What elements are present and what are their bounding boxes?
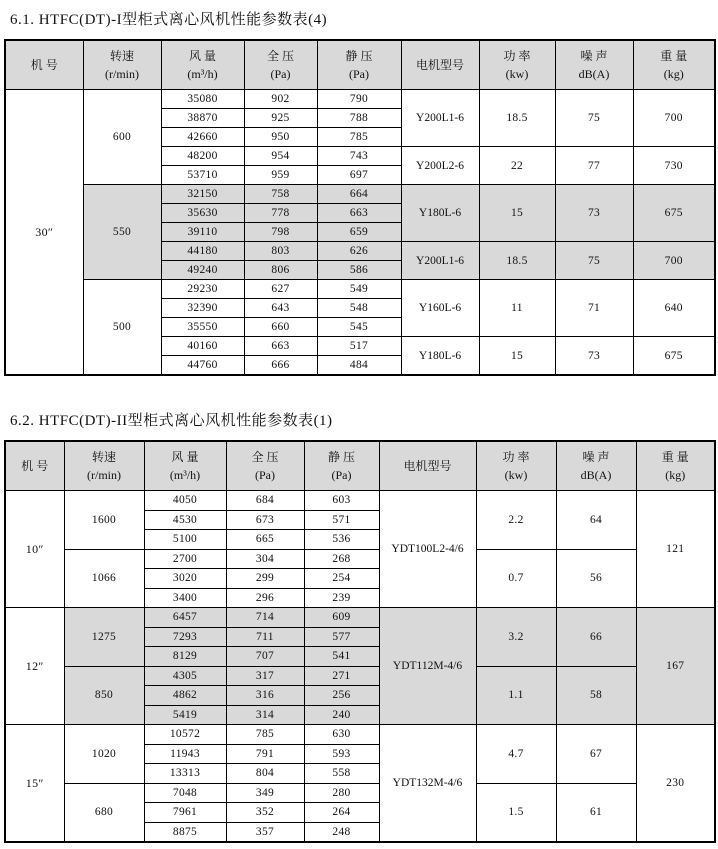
column-header-line2: (kw)	[505, 67, 529, 81]
flow-cell: 7961	[144, 803, 226, 823]
noise-cell: 67	[556, 725, 636, 784]
column-header-line2: (r/min)	[87, 468, 121, 482]
static-pressure-cell: 239	[304, 588, 379, 608]
column-header-line1: 噪 声	[580, 49, 608, 63]
column-header-line2: (kg)	[665, 468, 686, 482]
flow-cell: 53710	[161, 166, 244, 185]
total-pressure-cell: 954	[244, 147, 317, 166]
total-pressure-cell: 304	[226, 549, 304, 569]
total-pressure-cell: 299	[226, 569, 304, 589]
total-pressure-cell: 663	[244, 337, 317, 356]
column-header-line1: 风 量	[171, 450, 199, 464]
weight-cell: 121	[636, 491, 715, 608]
column-header-line1: 全 压	[251, 450, 279, 464]
static-pressure-cell: 256	[304, 686, 379, 706]
noise-cell: 73	[555, 185, 633, 242]
flow-cell: 38870	[161, 109, 244, 128]
flow-cell: 3400	[144, 588, 226, 608]
total-pressure-cell: 673	[226, 510, 304, 530]
static-pressure-cell: 254	[304, 569, 379, 589]
total-pressure-cell: 778	[244, 204, 317, 223]
column-header-line1: 电机型号	[403, 459, 452, 473]
power-cell: 4.7	[476, 725, 556, 784]
weight-cell: 700	[633, 90, 715, 147]
total-pressure-cell: 627	[244, 280, 317, 299]
flow-cell: 32150	[161, 185, 244, 204]
static-pressure-cell: 593	[304, 744, 379, 764]
column-header-line2: (m³/h)	[169, 468, 201, 482]
table1-title: 6.1. HTFC(DT)-I型柜式离心风机性能参数表(4)	[10, 12, 328, 28]
column-header-line1: 转速	[109, 49, 134, 63]
machine-cell: 12″	[5, 608, 64, 725]
static-pressure-cell: 785	[317, 128, 401, 147]
static-pressure-cell: 626	[317, 242, 401, 261]
flow-cell: 44760	[161, 356, 244, 376]
total-pressure-cell: 357	[226, 822, 304, 842]
static-pressure-cell: 577	[304, 627, 379, 647]
motor-cell: Y200L1-6	[401, 90, 479, 147]
motor-cell: Y200L1-6	[401, 242, 479, 280]
flow-cell: 6457	[144, 608, 226, 628]
total-pressure-cell: 317	[226, 666, 304, 686]
power-cell: 0.7	[476, 549, 556, 608]
motor-cell: Y180L-6	[401, 337, 479, 376]
speed-cell: 1066	[64, 549, 144, 608]
power-cell: 1.1	[476, 666, 556, 725]
table2-title: 6.2. HTFC(DT)-II型柜式离心风机性能参数表(1)	[10, 413, 333, 429]
total-pressure-cell: 785	[226, 725, 304, 745]
machine-cell: 30″	[5, 90, 83, 376]
table-row	[5, 185, 715, 204]
total-pressure-cell: 316	[226, 686, 304, 706]
speed-cell: 500	[83, 280, 161, 376]
speed-cell: 850	[64, 666, 144, 725]
column-header	[161, 40, 244, 90]
static-pressure-cell: 549	[317, 280, 401, 299]
speed-cell: 1020	[64, 725, 144, 784]
column-header	[479, 40, 555, 90]
column-header-line2: (Pa)	[331, 468, 352, 482]
noise-cell: 64	[556, 491, 636, 550]
static-pressure-cell: 545	[317, 318, 401, 337]
weight-cell: 730	[633, 147, 715, 185]
weight-cell: 167	[636, 608, 715, 725]
power-cell: 15	[479, 185, 555, 242]
static-pressure-cell: 280	[304, 783, 379, 803]
weight-cell: 230	[636, 725, 715, 843]
total-pressure-cell: 791	[226, 744, 304, 764]
total-pressure-cell: 666	[244, 356, 317, 376]
static-pressure-cell: 664	[317, 185, 401, 204]
table-row	[5, 491, 715, 511]
static-pressure-cell: 558	[304, 764, 379, 784]
flow-cell: 8129	[144, 647, 226, 667]
table-row	[5, 666, 715, 686]
flow-cell: 40160	[161, 337, 244, 356]
column-header-line1: 机 号	[21, 459, 49, 473]
flow-cell: 42660	[161, 128, 244, 147]
static-pressure-cell: 630	[304, 725, 379, 745]
column-header-line1: 电机型号	[415, 58, 464, 72]
column-header-line1: 风 量	[188, 49, 216, 63]
column-header-line2: (Pa)	[349, 67, 369, 81]
flow-cell: 48200	[161, 147, 244, 166]
speed-cell: 1275	[64, 608, 144, 667]
column-header	[401, 40, 479, 90]
total-pressure-cell: 804	[226, 764, 304, 784]
column-header	[83, 40, 161, 90]
power-cell: 15	[479, 337, 555, 376]
speed-cell: 1600	[64, 491, 144, 550]
column-header-line1: 静 压	[327, 450, 355, 464]
total-pressure-cell: 711	[226, 627, 304, 647]
flow-cell: 2700	[144, 549, 226, 569]
motor-cell: YDT100L2-4/6	[379, 491, 476, 608]
column-header-line1: 噪 声	[582, 450, 610, 464]
static-pressure-cell: 264	[304, 803, 379, 823]
motor-cell: YDT112M-4/6	[379, 608, 476, 725]
total-pressure-cell: 684	[226, 491, 304, 511]
total-pressure-cell: 758	[244, 185, 317, 204]
header-row	[5, 40, 715, 90]
table2-performance	[4, 440, 716, 843]
column-header	[317, 40, 401, 90]
table1-header	[5, 40, 715, 90]
total-pressure-cell: 665	[226, 530, 304, 550]
table-row	[5, 90, 715, 109]
table-row	[5, 725, 715, 745]
column-header-line2: (Pa)	[255, 468, 275, 482]
flow-cell: 5100	[144, 530, 226, 550]
total-pressure-cell: 803	[244, 242, 317, 261]
column-header-line1: 功 率	[502, 450, 530, 464]
flow-cell: 10572	[144, 725, 226, 745]
column-header-line1: 机 号	[30, 58, 58, 72]
power-cell: 11	[479, 280, 555, 337]
total-pressure-cell: 660	[244, 318, 317, 337]
weight-cell: 675	[633, 185, 715, 242]
total-pressure-cell: 314	[226, 705, 304, 725]
column-header	[633, 40, 715, 90]
flow-cell: 29230	[161, 280, 244, 299]
static-pressure-cell: 790	[317, 90, 401, 109]
power-cell: 3.2	[476, 608, 556, 667]
column-header	[636, 441, 715, 491]
weight-cell: 640	[633, 280, 715, 337]
table-row	[5, 549, 715, 569]
total-pressure-cell: 950	[244, 128, 317, 147]
column-header-line1: 转速	[91, 450, 116, 464]
column-header-line2: dB(A)	[578, 67, 610, 81]
column-header	[555, 40, 633, 90]
noise-cell: 58	[556, 666, 636, 725]
column-header	[5, 40, 83, 90]
total-pressure-cell: 959	[244, 166, 317, 185]
noise-cell: 66	[556, 608, 636, 667]
column-header-line2: (kg)	[663, 67, 684, 81]
column-header	[556, 441, 636, 491]
flow-cell: 35080	[161, 90, 244, 109]
static-pressure-cell: 743	[317, 147, 401, 166]
total-pressure-cell: 296	[226, 588, 304, 608]
column-header	[244, 40, 317, 90]
column-header	[476, 441, 556, 491]
column-header-line2: (kw)	[504, 468, 528, 482]
flow-cell: 4050	[144, 491, 226, 511]
noise-cell: 56	[556, 549, 636, 608]
power-cell: 2.2	[476, 491, 556, 550]
static-pressure-cell: 609	[304, 608, 379, 628]
flow-cell: 3020	[144, 569, 226, 589]
table2-header	[5, 441, 715, 491]
flow-cell: 7293	[144, 627, 226, 647]
flow-cell: 44180	[161, 242, 244, 261]
static-pressure-cell: 586	[317, 261, 401, 280]
static-pressure-cell: 271	[304, 666, 379, 686]
power-cell: 18.5	[479, 242, 555, 280]
flow-cell: 4305	[144, 666, 226, 686]
noise-cell: 75	[555, 90, 633, 147]
static-pressure-cell: 536	[304, 530, 379, 550]
total-pressure-cell: 643	[244, 299, 317, 318]
flow-cell: 35630	[161, 204, 244, 223]
noise-cell: 61	[556, 783, 636, 842]
table-row	[5, 280, 715, 299]
flow-cell: 39110	[161, 223, 244, 242]
column-header-line1: 全 压	[266, 49, 294, 63]
motor-cell: Y160L-6	[401, 280, 479, 337]
static-pressure-cell: 571	[304, 510, 379, 530]
static-pressure-cell: 517	[317, 337, 401, 356]
total-pressure-cell: 806	[244, 261, 317, 280]
table1-performance	[4, 39, 716, 376]
static-pressure-cell: 659	[317, 223, 401, 242]
noise-cell: 75	[555, 242, 633, 280]
flow-cell: 5419	[144, 705, 226, 725]
column-header	[304, 441, 379, 491]
speed-cell: 680	[64, 783, 144, 842]
total-pressure-cell: 798	[244, 223, 317, 242]
power-cell: 1.5	[476, 783, 556, 842]
column-header-line2: (m³/h)	[187, 67, 218, 81]
column-header-line1: 重 量	[661, 450, 689, 464]
static-pressure-cell: 603	[304, 491, 379, 511]
column-header	[379, 441, 476, 491]
table-row	[5, 608, 715, 628]
static-pressure-cell: 248	[304, 822, 379, 842]
total-pressure-cell: 352	[226, 803, 304, 823]
speed-cell: 550	[83, 185, 161, 280]
flow-cell: 4530	[144, 510, 226, 530]
machine-cell: 10″	[5, 491, 64, 608]
table2-body	[5, 491, 715, 843]
column-header-line2: (r/min)	[105, 67, 139, 81]
total-pressure-cell: 349	[226, 783, 304, 803]
weight-cell: 675	[633, 337, 715, 376]
static-pressure-cell: 240	[304, 705, 379, 725]
table1-body	[5, 90, 715, 376]
noise-cell: 71	[555, 280, 633, 337]
header-row	[5, 441, 715, 491]
machine-cell: 15″	[5, 725, 64, 843]
column-header	[5, 441, 64, 491]
motor-cell: YDT132M-4/6	[379, 725, 476, 843]
flow-cell: 49240	[161, 261, 244, 280]
table-row	[5, 783, 715, 803]
column-header-line1: 重 量	[660, 49, 688, 63]
power-cell: 22	[479, 147, 555, 185]
weight-cell: 700	[633, 242, 715, 280]
flow-cell: 4862	[144, 686, 226, 706]
column-header-line2: (Pa)	[270, 67, 291, 81]
flow-cell: 13313	[144, 764, 226, 784]
noise-cell: 77	[555, 147, 633, 185]
column-header	[64, 441, 144, 491]
speed-cell: 600	[83, 90, 161, 185]
power-cell: 18.5	[479, 90, 555, 147]
total-pressure-cell: 925	[244, 109, 317, 128]
total-pressure-cell: 707	[226, 647, 304, 667]
static-pressure-cell: 548	[317, 299, 401, 318]
static-pressure-cell: 663	[317, 204, 401, 223]
total-pressure-cell: 714	[226, 608, 304, 628]
motor-cell: Y200L2-6	[401, 147, 479, 185]
flow-cell: 8875	[144, 822, 226, 842]
static-pressure-cell: 541	[304, 647, 379, 667]
flow-cell: 11943	[144, 744, 226, 764]
static-pressure-cell: 268	[304, 549, 379, 569]
flow-cell: 35550	[161, 318, 244, 337]
column-header	[144, 441, 226, 491]
total-pressure-cell: 902	[244, 90, 317, 109]
column-header-line1: 静 压	[345, 49, 373, 63]
column-header	[226, 441, 304, 491]
motor-cell: Y180L-6	[401, 185, 479, 242]
flow-cell: 7048	[144, 783, 226, 803]
static-pressure-cell: 788	[317, 109, 401, 128]
static-pressure-cell: 484	[317, 356, 401, 376]
flow-cell: 32390	[161, 299, 244, 318]
column-header-line1: 功 率	[503, 49, 531, 63]
column-header-line2: dB(A)	[580, 468, 612, 482]
static-pressure-cell: 697	[317, 166, 401, 185]
noise-cell: 73	[555, 337, 633, 376]
